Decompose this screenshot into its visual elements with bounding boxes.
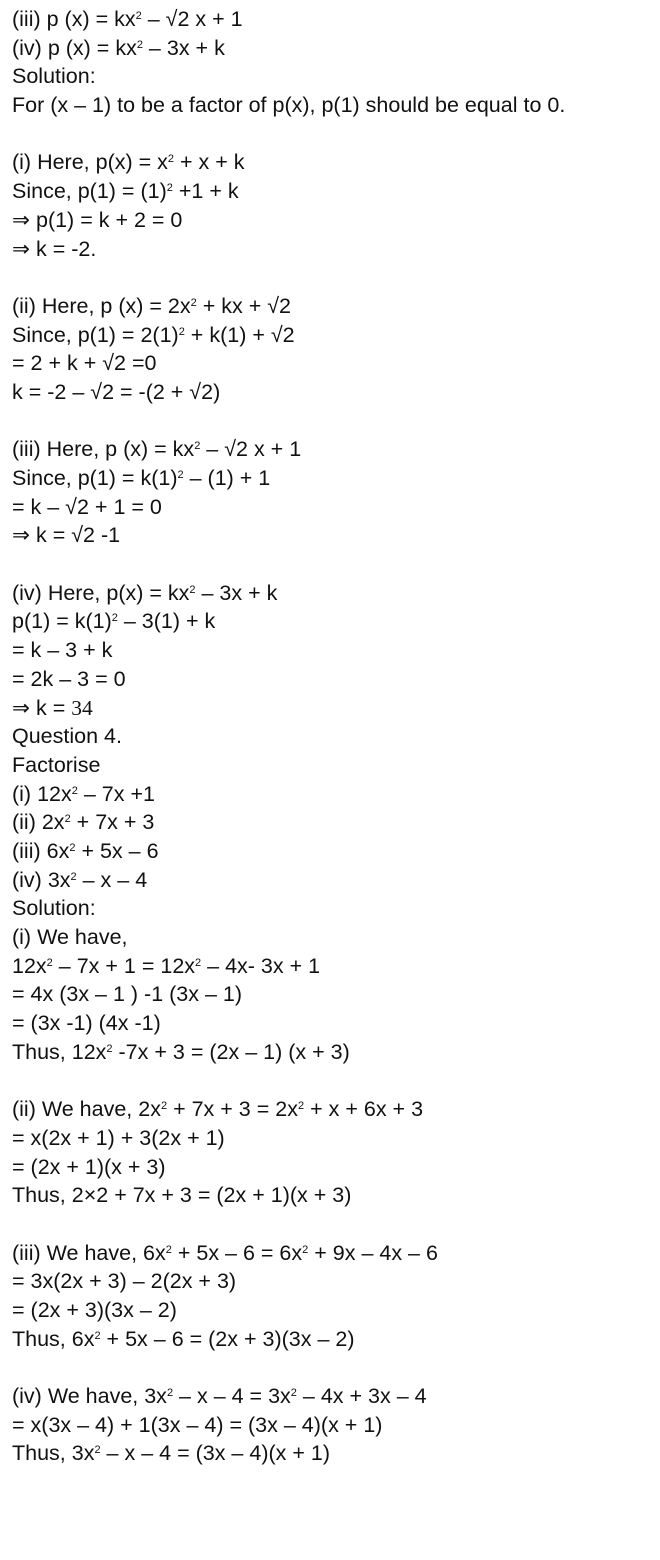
text-line: (iii) Here, p $(x) = kx^2 - √2$ x + 1 [12, 437, 302, 462]
text-line: (iii) We have, $6x^2 + 5x - 6 = 6x^2 + 9x - 4x - 6$ [12, 1240, 438, 1265]
blank-line [12, 1353, 658, 1382]
text-line: ⇒ k = 34 [12, 695, 93, 720]
text-line: Solution: [12, 64, 96, 89]
blank-line [12, 1066, 658, 1095]
text-line: (iii) p $(x) = kx^2 - √2$ x + 1 [12, 7, 243, 31]
blank-line [12, 263, 658, 292]
blank-line [12, 120, 658, 149]
text-line: = x(3x – 4) + 1(3x – 4) = (3x – 4)(x + 1) [12, 1412, 383, 1437]
text-line: Since, $p(1) = k(1)^2 - (1) + 1$ [12, 466, 271, 490]
text-line: Thus, $6x^2 + 5x - 6 = (2x + 3)(3x - 2)$ [12, 1326, 355, 1351]
blank-line [12, 1210, 658, 1239]
text-line: = (3x -1) (4x -1) [12, 1011, 161, 1036]
text-line: = 3x(2x + 3) – 2(2x + 3) [12, 1269, 237, 1294]
text-line: = (2x + 3)(3x – 2) [12, 1297, 177, 1322]
text-line: (ii) $2x^2 + 7x + 3$ [12, 810, 155, 835]
text-line: (iv) We have, $3x^2 - x - 4 = 3x^2 - 4x + 3x - 4$ [12, 1384, 427, 1408]
text-line: (i) We have, [12, 925, 128, 949]
text-line: = x(2x + 1) + 3(2x + 1) [12, 1125, 225, 1150]
text-line: Since, $p(1) = 2(1)^2 + k(1) + √2$ [12, 322, 295, 347]
text-line: = k – √2 + 1 = 0 [12, 494, 162, 519]
text-line: Since, $p(1) = (1)^2 +1 + k$ [12, 179, 239, 204]
text-line: = 4x (3x – 1 ) -1 (3x – 1) [12, 982, 243, 1007]
text-line: (iv) p $(x) = kx^2 - 3x + k$ [12, 35, 225, 60]
text-line: Question 4. [12, 724, 122, 749]
text-line: Thus, $12x^2$ -7x + 3 = (2x – 1) (x + 3) [12, 1039, 350, 1064]
text-line: (i) $12x^2 - 7x +1$ [12, 781, 155, 806]
text-line: Thus, $3x^2 - x - 4 = (3x - 4)(x + 1)$ [12, 1441, 331, 1466]
text-line: For (x – 1) to be a factor of p(x), p(1) should be equal to 0. [12, 93, 566, 118]
text-line: (ii) Here, p $(x) = 2x^2$ + kx + √2 [12, 293, 291, 318]
text-line: = k – 3 + k [12, 638, 113, 663]
text-line: ⇒ k = √2 -1 [12, 523, 121, 548]
text-line: = (2x + 1)(x + 3) [12, 1154, 166, 1179]
text-line: k = -2 – √2 = -(2 + √2) [12, 379, 221, 404]
text-line: (iv) Here, $p(x) = kx^2 - 3x + k$ [12, 580, 278, 605]
blank-line [12, 407, 658, 436]
text-line: (iii) $6x^2 + 5x - 6$ [12, 838, 159, 863]
text-line: = 2 + k + √2 =0 [12, 351, 157, 376]
blank-line [12, 550, 658, 579]
text-line: (ii) We have, $2x^2 + 7x + 3 = 2x^2 + x + 6x + 3$ [12, 1097, 424, 1122]
text-line: $12x^2 - 7x + 1 = 12x^2 - 4x-$ 3x + 1 [12, 953, 321, 978]
text-line: Thus, 2×2 + 7x + 3 = (2x + 1)(x + 3) [12, 1183, 352, 1208]
solution-document [12, 5, 658, 1468]
text-line: Solution: [12, 896, 96, 921]
text-line: Factorise [12, 752, 101, 777]
text-line: (iv) $3x^2$ – x – 4 [12, 867, 148, 892]
text-line: (i) Here, $p(x) = x^2 + x + k$ [12, 150, 245, 175]
text-line: = 2k – 3 = 0 [12, 666, 126, 691]
text-line: ⇒ p(1) = k + 2 = 0 [12, 207, 183, 232]
text-line: ⇒ k = -2. [12, 236, 97, 261]
text-line: $p(1) = k(1)^2 - 3(1) + k$ [12, 609, 216, 634]
